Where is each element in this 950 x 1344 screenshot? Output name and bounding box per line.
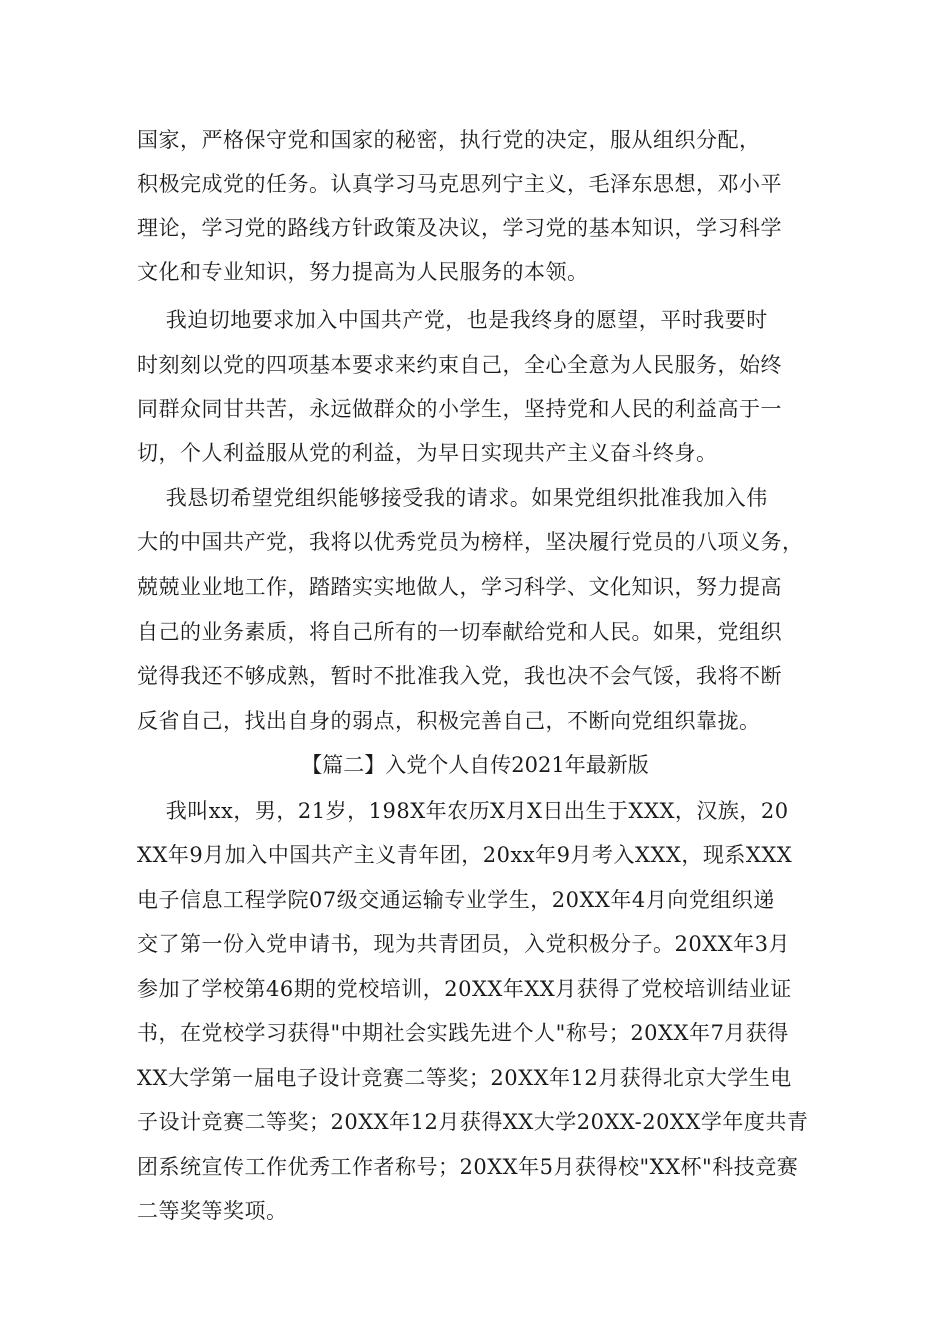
paragraph-line: 觉得我还不够成熟，暂时不批准我入党，我也决不会气馁，我将不断 bbox=[137, 664, 782, 688]
paragraph-line: 国家，严格保守党和国家的秘密，执行党的决定，服从组织分配， bbox=[137, 128, 761, 152]
section-title: 【篇二】入党个人自传2021年最新版 bbox=[301, 753, 649, 777]
paragraph-line: 同群众同甘共苦，永远做群众的小学生，坚持党和人民的利益高于一 bbox=[137, 397, 782, 421]
paragraph-line: 书，在党校学习获得"中期社会实践先进个人"称号；20XX年7月获得 bbox=[137, 1021, 789, 1045]
paragraph-line: 我叫xx，男，21岁，198X年农历X月X日出生于XXX，汉族，20 bbox=[137, 799, 789, 823]
paragraph-line: 时刻刻以党的四项基本要求来约束自己，全心全意为人民服务，始终 bbox=[137, 353, 782, 377]
paragraph-line: 反省自己，找出自身的弱点，积极完善自己，不断向党组织靠拢。 bbox=[137, 709, 761, 733]
paragraph-line: 我恳切希望党组织能够接受我的请求。如果党组织批准我加入伟 bbox=[137, 486, 768, 510]
paragraph-line: 文化和专业知识，努力提高为人民服务的本领。 bbox=[137, 260, 589, 284]
paragraph-line: 交了第一份入党申请书，现为共青团员，入党积极分子。20XX年3月 bbox=[137, 932, 790, 956]
paragraph-line: 子设计竞赛二等奖；20XX年12月获得XX大学20XX-20XX学年度共青 bbox=[137, 1110, 809, 1134]
paragraph-line: 理论，学习党的路线方针政策及决议，学习党的基本知识，学习科学 bbox=[137, 216, 782, 240]
paragraph-line: 团系统宣传工作优秀工作者称号；20XX年5月获得校"XX杯"科技竞赛 bbox=[137, 1155, 799, 1179]
paragraph-line: 参加了学校第46期的党校培训，20XX年XX月获得了党校培训结业证 bbox=[137, 977, 792, 1001]
paragraph-line: XX年9月加入中国共产主义青年团，20xx年9月考入XXX，现系XXX bbox=[137, 843, 793, 867]
paragraph-line: 切，个人利益服从党的利益，为早日实现共产主义奋斗终身。 bbox=[137, 441, 718, 465]
paragraph-line: 兢兢业业地工作，踏踏实实地做人，学习科学、文化知识，努力提高 bbox=[137, 575, 782, 599]
paragraph-line: 二等奖等奖项。 bbox=[137, 1199, 288, 1223]
paragraph-line: 积极完成党的任务。认真学习马克思列宁主义，毛泽东思想，邓小平 bbox=[137, 172, 782, 196]
paragraph-line: 自己的业务素质，将自己所有的一切奉献给党和人民。如果，党组织 bbox=[137, 620, 782, 644]
paragraph-line: 电子信息工程学院07级交通运输专业学生，20XX年4月向党组织递 bbox=[137, 888, 775, 912]
paragraph-line: 我迫切地要求加入中国共产党，也是我终身的愿望，平时我要时 bbox=[137, 308, 768, 332]
paragraph-line: XX大学第一届电子设计竞赛二等奖；20XX年12月获得北京大学生电 bbox=[137, 1066, 792, 1090]
paragraph-line: 大的中国共产党，我将以优秀党员为榜样，坚决履行党员的八项义务， bbox=[137, 530, 804, 554]
